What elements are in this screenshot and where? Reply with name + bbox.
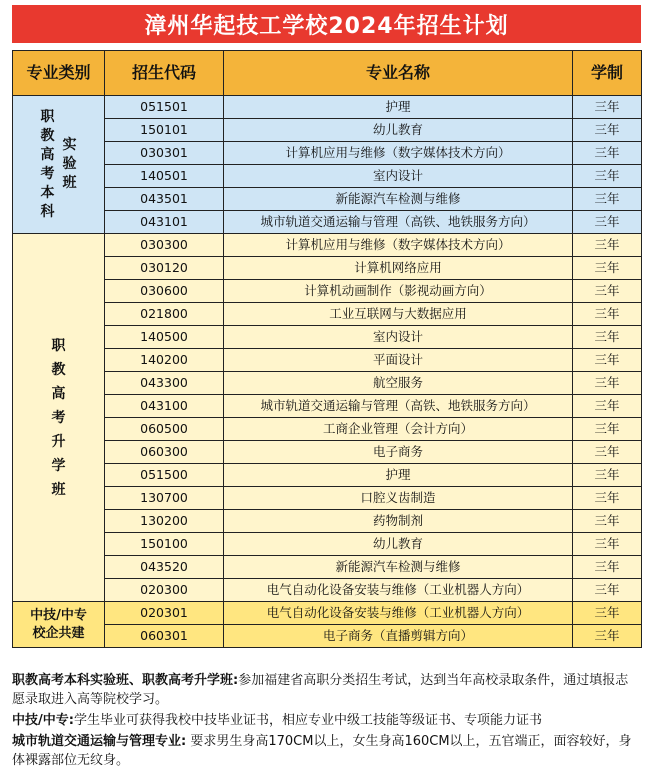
table-row xyxy=(13,142,642,165)
duration-cell: 三年 xyxy=(573,257,642,280)
code-cell: 030301 xyxy=(105,142,224,165)
table-header-row xyxy=(13,51,642,96)
code-cell: 030600 xyxy=(105,280,224,303)
duration-cell: 三年 xyxy=(573,303,642,326)
duration-cell: 三年 xyxy=(573,188,642,211)
enrollment-table xyxy=(12,50,642,648)
major-cell: 室内设计 xyxy=(224,326,573,349)
table-row xyxy=(13,464,642,487)
note-1: 职教高考本科实验班、职教高考升学班:参加福建省高职分类招生考试，达到当年高校录取条件，通过填报志愿录取进入高等院校学习。 xyxy=(12,673,629,707)
table-row xyxy=(13,556,642,579)
table-row xyxy=(13,625,642,648)
table-row xyxy=(13,280,642,303)
table-row xyxy=(13,510,642,533)
duration-cell: 三年 xyxy=(573,441,642,464)
duration-cell: 三年 xyxy=(573,556,642,579)
table-row xyxy=(13,533,642,556)
code-cell: 043520 xyxy=(105,556,224,579)
major-cell: 计算机应用与维修（数字媒体技术方向） xyxy=(224,234,573,257)
code-cell: 051500 xyxy=(105,464,224,487)
duration-cell: 三年 xyxy=(573,533,642,556)
duration-cell: 三年 xyxy=(573,211,642,234)
code-cell: 020301 xyxy=(105,602,224,625)
major-cell: 计算机网络应用 xyxy=(224,257,573,280)
code-cell: 060500 xyxy=(105,418,224,441)
code-cell: 140200 xyxy=(105,349,224,372)
duration-cell: 三年 xyxy=(573,579,642,602)
page-title: 漳州华起技工学校2024年招生计划 xyxy=(12,5,641,43)
duration-cell: 三年 xyxy=(573,349,642,372)
table-row xyxy=(13,303,642,326)
code-cell: 130200 xyxy=(105,510,224,533)
major-cell: 幼儿教育 xyxy=(224,119,573,142)
table-row xyxy=(13,487,642,510)
major-cell: 护理 xyxy=(224,464,573,487)
code-cell: 030300 xyxy=(105,234,224,257)
duration-cell: 三年 xyxy=(573,418,642,441)
duration-cell: 三年 xyxy=(573,142,642,165)
table-row xyxy=(13,165,642,188)
duration-cell: 三年 xyxy=(573,395,642,418)
duration-cell: 三年 xyxy=(573,487,642,510)
major-cell: 幼儿教育 xyxy=(224,533,573,556)
table-row xyxy=(13,418,642,441)
table-row xyxy=(13,372,642,395)
major-cell: 室内设计 xyxy=(224,165,573,188)
major-cell: 计算机动画制作（影视动画方向） xyxy=(224,280,573,303)
table-row xyxy=(13,211,642,234)
duration-cell: 三年 xyxy=(573,280,642,303)
major-cell: 工业互联网与大数据应用 xyxy=(224,303,573,326)
duration-cell: 三年 xyxy=(573,625,642,648)
header-duration: 学制 xyxy=(573,51,642,96)
major-cell: 新能源汽车检测与维修 xyxy=(224,188,573,211)
major-cell: 电子商务 xyxy=(224,441,573,464)
major-cell: 平面设计 xyxy=(224,349,573,372)
major-cell: 电子商务（直播剪辑方向） xyxy=(224,625,573,648)
table-row xyxy=(13,119,642,142)
code-cell: 043101 xyxy=(105,211,224,234)
table-row xyxy=(13,349,642,372)
major-cell: 护理 xyxy=(224,96,573,119)
category-cell-c1: 职教高考本科 实验班 xyxy=(13,96,105,234)
table-row xyxy=(13,579,642,602)
code-cell: 051501 xyxy=(105,96,224,119)
table-row xyxy=(13,395,642,418)
category-cell-c3: 中技/中专校企共建 xyxy=(13,602,105,648)
header-code: 招生代码 xyxy=(105,51,224,96)
code-cell: 030120 xyxy=(105,257,224,280)
code-cell: 043501 xyxy=(105,188,224,211)
code-cell: 060300 xyxy=(105,441,224,464)
table-row xyxy=(13,602,642,625)
code-cell: 140500 xyxy=(105,326,224,349)
header-category: 专业类别 xyxy=(13,51,105,96)
major-cell: 电气自动化设备安装与维修（工业机器人方向） xyxy=(224,602,573,625)
note-2: 中技/中专:学生毕业可获得我校中技毕业证书，相应专业中级工技能等级证书、专项能力证书 xyxy=(12,713,542,728)
duration-cell: 三年 xyxy=(573,119,642,142)
table-row xyxy=(13,188,642,211)
major-cell: 计算机应用与维修（数字媒体技术方向） xyxy=(224,142,573,165)
duration-cell: 三年 xyxy=(573,326,642,349)
duration-cell: 三年 xyxy=(573,96,642,119)
code-cell: 060301 xyxy=(105,625,224,648)
table-row xyxy=(13,257,642,280)
code-cell: 020300 xyxy=(105,579,224,602)
duration-cell: 三年 xyxy=(573,464,642,487)
major-cell: 新能源汽车检测与维修 xyxy=(224,556,573,579)
code-cell: 150100 xyxy=(105,533,224,556)
table-row xyxy=(13,234,642,257)
code-cell: 140501 xyxy=(105,165,224,188)
table-row xyxy=(13,326,642,349)
duration-cell: 三年 xyxy=(573,165,642,188)
major-cell: 工商企业管理（会计方向） xyxy=(224,418,573,441)
major-cell: 航空服务 xyxy=(224,372,573,395)
header-major: 专业名称 xyxy=(224,51,573,96)
code-cell: 150101 xyxy=(105,119,224,142)
major-cell: 城市轨道交通运输与管理（高铁、地铁服务方向） xyxy=(224,395,573,418)
major-cell: 城市轨道交通运输与管理（高铁、地铁服务方向） xyxy=(224,211,573,234)
code-cell: 043300 xyxy=(105,372,224,395)
code-cell: 043100 xyxy=(105,395,224,418)
table-row xyxy=(13,96,642,119)
duration-cell: 三年 xyxy=(573,510,642,533)
note-3: 城市轨道交通运输与管理专业: 要求男生身高170CM以上，女生身高160CM以上，五官端正，面容较好，身体裸露部位无纹身。 xyxy=(12,734,632,768)
notes-section xyxy=(12,671,641,772)
category-cell-c2: 职教高考升学班 xyxy=(13,234,105,602)
duration-cell: 三年 xyxy=(573,234,642,257)
major-cell: 电气自动化设备安装与维修（工业机器人方向） xyxy=(224,579,573,602)
code-cell: 021800 xyxy=(105,303,224,326)
major-cell: 口腔义齿制造 xyxy=(224,487,573,510)
duration-cell: 三年 xyxy=(573,372,642,395)
table-row xyxy=(13,441,642,464)
duration-cell: 三年 xyxy=(573,602,642,625)
code-cell: 130700 xyxy=(105,487,224,510)
major-cell: 药物制剂 xyxy=(224,510,573,533)
